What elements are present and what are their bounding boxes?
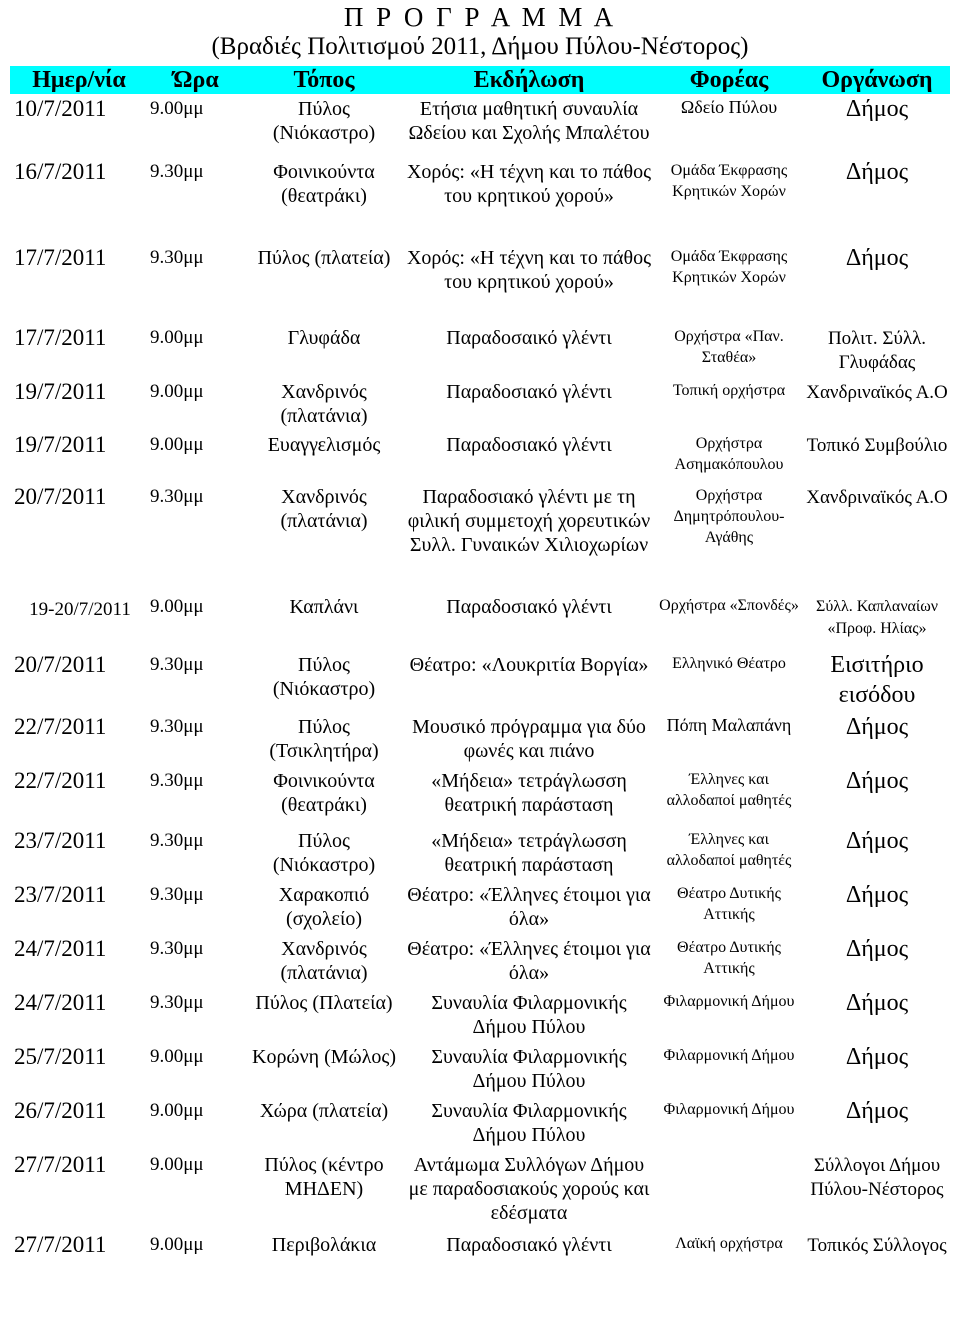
row-event: Αντάμωμα Συλλόγων Δήμου με παραδοσιακούς χορούς και εδέσματα [408,1154,650,1224]
row-org: Ωδείο Πύλου [680,97,778,117]
row-time: 9.30μμ [150,992,204,1013]
row-org: Ορχήστρα Δημητρόπουλου-Αγάθης [673,487,785,546]
row-place: Χανδρινός (πλατάνια) [280,381,368,427]
row-event: Παραδοσιακό γλέντι με τη φιλική συμμετοχή χορευτικών Συλλ. Γυναικών Χιλιοχωρίων [407,486,651,556]
table-header [10,66,950,94]
row-org: Έλληνες και αλλοδαποί μαθητές [666,771,792,809]
row-date: 16/7/2011 [14,159,107,184]
table-row [10,592,950,650]
row-org: Θέατρο Δυτικής Αττικής [677,939,781,977]
row-date: 22/7/2011 [14,768,107,793]
row-time: 9.00μμ [150,98,204,119]
row-date: 17/7/2011 [14,245,107,270]
table-row [10,934,950,988]
row-place: Πύλος (πλατεία) [257,247,391,269]
row-place: Χώρα (πλατεία) [259,1100,389,1122]
page-title: Π Ρ Ο Γ Ρ Α Μ Μ Α [343,2,617,32]
row-place: Πύλος (Νιόκαστρο) [272,98,376,144]
row-host: Τοπικό Συμβούλιο [806,435,948,456]
row-org: Λαϊκή ορχήστρα [675,1235,783,1252]
row-time: 9.00μμ [150,596,204,617]
row-org: Θέατρο Δυτικής Αττικής [677,885,781,923]
row-org: Ομάδα Έκφρασης Κρητικών Χορών [670,248,788,286]
row-host: Δήμος [845,768,909,794]
row-org: Πόπη Μαλαπάνη [666,715,792,735]
table-row [10,157,950,243]
row-place: Φοινικούντα (θεατράκι) [273,161,375,207]
row-org: Ελληνικό Θέατρο [672,655,786,672]
row-place: Πύλος (Νιόκαστρο) [272,830,376,876]
row-event: Συναυλία Φιλαρμονικής Δήμου Πύλου [431,1100,627,1146]
row-host: Τοπικός Σύλλογος [807,1235,947,1256]
row-time: 9.30μμ [150,161,204,182]
row-org: Τοπική ορχήστρα [672,382,786,399]
row-event: Μουσικό πρόγραμμα για δύο φωνές και πιάνο [412,716,646,762]
row-event: Παραδοσιακό γλέντι [446,381,612,403]
row-time: 9.00μμ [150,434,204,455]
row-date: 26/7/2011 [14,1098,107,1123]
row-org: Ομάδα Έκφρασης Κρητικών Χορών [670,162,788,200]
row-event: Ετήσια μαθητική συναυλία Ωδείου και Σχολής Μπαλέτου [408,98,650,144]
table-row [10,1042,950,1096]
row-date: 24/7/2011 [14,990,107,1015]
row-host: Δήμος [845,714,909,740]
row-time: 9.00μμ [150,1234,204,1255]
row-org: Φιλαρμονική Δήμου [663,993,795,1010]
schedule-table [10,66,950,1270]
row-place: Πύλος (Τσικλητήρα) [269,716,379,762]
row-host: Δήμος [845,990,909,1016]
row-date: 27/7/2011 [14,1152,107,1177]
row-org: Φιλαρμονική Δήμου [663,1101,795,1118]
row-time: 9.00μμ [150,381,204,402]
header-org: Φορέας [654,66,804,94]
table-row [10,1230,950,1270]
row-time: 9.30μμ [150,770,204,791]
row-host: Χανδριναϊκός Α.Ο [806,487,948,508]
table-row [10,94,950,157]
page-subtitle: (Βραδιές Πολιτισμού 2011, Δήμου Πύλου-Νέστορος) [211,33,749,60]
row-event: «Μήδεια» τετράγλωσση θεατρική παράσταση [431,770,627,816]
header-row [10,66,950,94]
row-place: Χαρακοπιό (σχολείο) [278,884,370,930]
header-time: Ώρα [148,66,244,94]
row-place: Χανδρινός (πλατάνια) [280,938,368,984]
row-time: 9.30μμ [150,716,204,737]
row-host: Δήμος [845,159,909,185]
row-time: 9.30μμ [150,247,204,268]
row-place: Πύλος (κέντρο ΜΗΔΕΝ) [264,1154,384,1200]
row-date: 19-20/7/2011 [29,599,131,620]
row-event: Παραδοσιακό γλέντι [446,1234,612,1256]
row-date: 23/7/2011 [14,882,107,907]
row-event: Παραδοσιακό γλέντι [446,596,612,618]
row-date: 27/7/2011 [14,1232,107,1257]
row-host: Πολιτ. Σύλλ. Γλυφάδας [827,328,927,373]
row-org: Έλληνες και αλλοδαποί μαθητές [666,831,792,869]
row-host: Σύλλογοι Δήμου Πύλου-Νέστορος [810,1155,944,1200]
row-host: Χανδριναϊκός Α.Ο [806,382,948,403]
header-date: Ημερ/νία [10,66,148,94]
row-place: Καπλάνι [289,596,359,618]
row-date: 20/7/2011 [14,652,107,677]
table-row [10,650,950,712]
row-date: 20/7/2011 [14,484,107,509]
row-org: Φιλαρμονική Δήμου [663,1047,795,1064]
row-date: 19/7/2011 [14,379,107,404]
row-host: Δήμος [845,882,909,908]
table-row [10,430,950,482]
row-date: 19/7/2011 [14,432,107,457]
table-row [10,377,950,430]
row-host: Σύλλ. Καπλαναίων «Προφ. Ηλίας» [816,598,938,637]
row-event: Συναυλία Φιλαρμονικής Δήμου Πύλου [431,992,627,1038]
row-place: Κορώνη (Μώλος) [252,1046,396,1068]
table-row [10,988,950,1042]
row-time: 9.00μμ [150,1100,204,1121]
row-place: Περιβολάκια [271,1234,377,1256]
row-host: Δήμος [845,1098,909,1124]
row-place: Χανδρινός (πλατάνια) [280,486,368,532]
row-host: Δήμος [845,936,909,962]
table-body [10,94,950,1270]
row-host: Δήμος [845,828,909,854]
row-place: Γλυφάδα [287,327,361,349]
row-time: 9.00μμ [150,1046,204,1067]
table-row [10,1150,950,1230]
row-host: Δήμος [845,96,909,122]
row-org: Ορχήστρα Ασημακόπουλου [674,435,784,473]
row-event: Χορός: «Η τέχνη και το πάθος του κρητικού χορού» [406,161,652,207]
row-time: 9.00μμ [150,327,204,348]
row-event: Παραδοσιακό γλέντι [446,434,612,456]
row-date: 22/7/2011 [14,714,107,739]
row-event: Θέατρο: «Έλληνες έτοιμοι για όλα» [407,938,651,984]
header-place: Τόπος [244,66,404,94]
table-row [10,712,950,766]
table-row [10,880,950,934]
table-row [10,1096,950,1150]
row-place: Πύλος (Νιόκαστρο) [272,654,376,700]
row-date: 23/7/2011 [14,828,107,853]
program-page [0,2,960,1328]
header-event: Εκδήλωση [404,66,654,94]
row-event: Χορός: «Η τέχνη και το πάθος του κρητικού χορού» [406,247,652,293]
row-date: 25/7/2011 [14,1044,107,1069]
row-org [654,1150,804,1230]
row-time: 9.30μμ [150,654,204,675]
row-place: Πύλος (Πλατεία) [255,992,393,1014]
row-date: 10/7/2011 [14,96,107,121]
table-row [10,243,950,323]
row-host: Δήμος [845,1044,909,1070]
table-row [10,482,950,592]
row-date: 24/7/2011 [14,936,107,961]
row-place: Ευαγγελισμός [267,434,381,456]
row-host: Δήμος [845,245,909,271]
table-row [10,826,950,880]
row-event: Θέατρο: «Έλληνες έτοιμοι για όλα» [407,884,651,930]
row-date: 17/7/2011 [14,325,107,350]
row-time: 9.30μμ [150,486,204,507]
row-time: 9.30μμ [150,830,204,851]
row-time: 9.00μμ [150,1154,204,1175]
row-event: Παραδοσαικό γλέντι [446,327,612,349]
row-event: Συναυλία Φιλαρμονικής Δήμου Πύλου [431,1046,627,1092]
row-place: Φοινικούντα (θεατράκι) [273,770,375,816]
table-row [10,323,950,377]
row-event: «Μήδεια» τετράγλωσση θεατρική παράσταση [431,830,627,876]
row-event: Θέατρο: «Λουκριτία Βοργία» [409,654,649,676]
row-org: Ορχήστρα «Σπονδές» [659,597,799,614]
row-org: Ορχήστρα «Παν. Σταθέα» [674,328,784,366]
row-time: 9.30μμ [150,884,204,905]
header-host: Οργάνωση [804,66,950,94]
row-time: 9.30μμ [150,938,204,959]
table-row [10,766,950,826]
row-host: Εισιτήριο εισόδου [830,652,924,708]
